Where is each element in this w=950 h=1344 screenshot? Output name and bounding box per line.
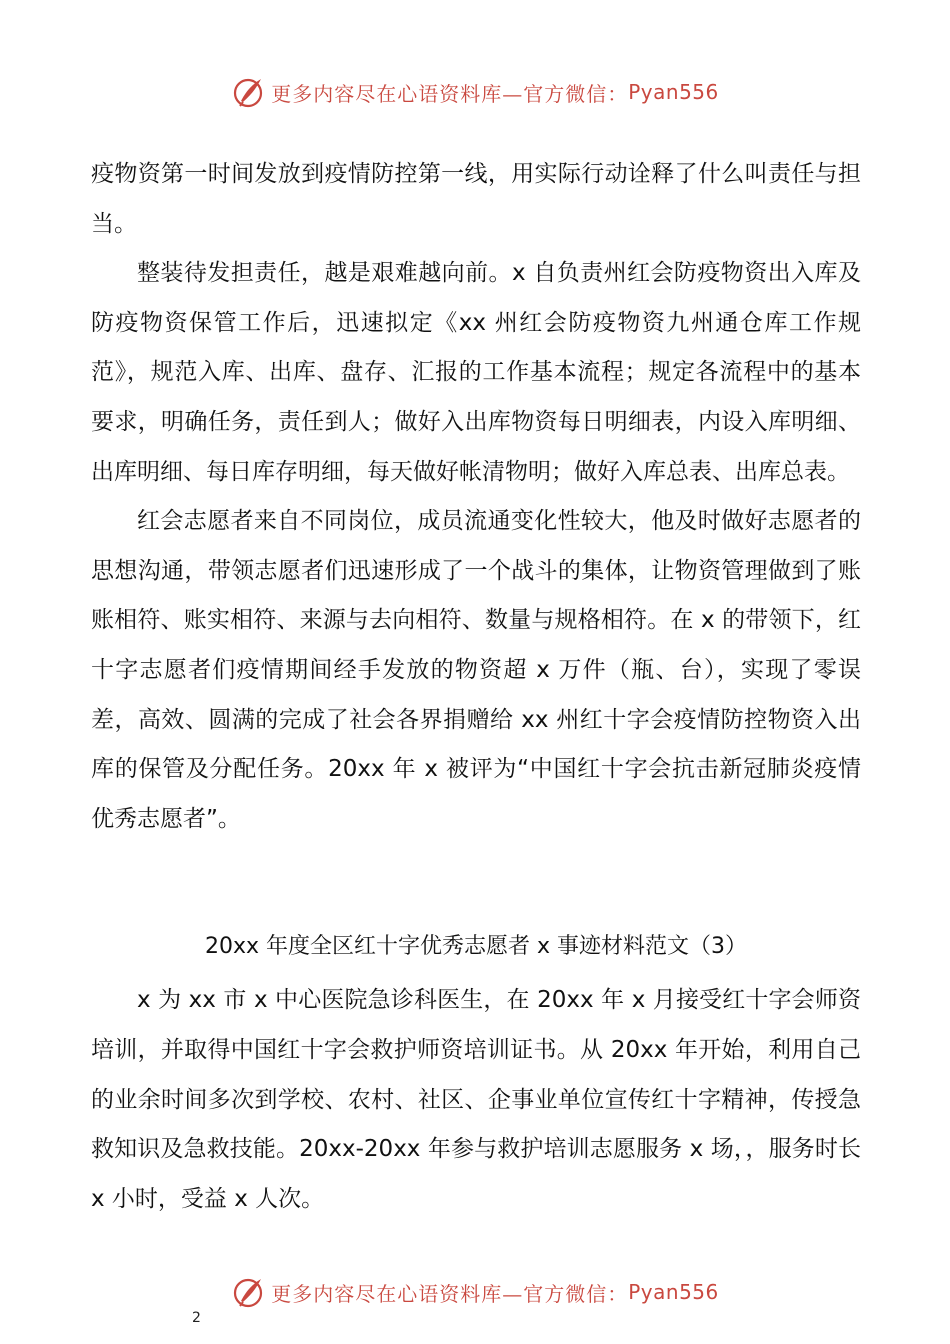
header-banner-text: 更多内容尽在心语资料库—官方微信： [271,81,629,106]
footer-banner [0,1272,950,1312]
header-banner-wechat: Pyan556 [628,80,719,104]
quill-pen-logo-icon [231,75,265,109]
section-heading: 20xx 年度全区红十字优秀志愿者 x 事迹材料范文（3） [204,934,748,960]
body-paragraph-1: 疫物资第一时间发放到疫情防控第一线，用实际行动诠释了什么叫责任与担当。 [91,161,861,237]
document-body [91,150,861,1224]
footer-banner-text: 更多内容尽在心语资料库—官方微信： [271,1281,629,1306]
footer-banner-wechat: Pyan556 [628,1280,719,1304]
header-banner [0,72,950,112]
body-paragraph-4: x 为 xx 市 x 中心医院急诊科医生，在 20xx 年 x 月接受红十字会师资培训，并取得中国红十字会救护师资培训证书。从 20xx 年开始，利用自己的业余时间多次到学校、农村、社区、企事业单位宣传红十字精神，传授急救知识及急救技能。20xx-20xx 年参与救护培训志愿服务 x 场，，服务时长 x 小时，受益 x 人次。 [91,987,861,1212]
body-paragraph-3: 红会志愿者来自不同岗位，成员流通变化性较大，他及时做好志愿者的思想沟通，带领志愿者们迅速形成了一个战斗的集体，让物资管理做到了账账相符、账实相符、来源与去向相符、数量与规格相符。在 x 的带领下，红十字志愿者们疫情期间经手发放的物资超 x 万件（瓶、台），实现了零误差，高效、圆满的完成了社会各界捐赠给 xx 州红十字会疫情防控物资入出库的保管及分配任务。20xx 年 x 被评为“中国红十字会抗击新冠肺炎疫情优秀志愿者”。 [91,508,861,832]
quill-pen-logo-icon [231,1275,265,1309]
page-number: 2 [192,1310,201,1326]
body-paragraph-2: 整装待发担责任，越是艰难越向前。x 自负责州红会防疫物资出入库及防疫物资保管工作后，迅速拟定《xx 州红会防疫物资九州通仓库工作规范》，规范入库、出库、盘存、汇报的工作基本流程；规定各流程中的基本要求，明确任务，责任到人；做好入出库物资每日明细表，内设入库明细、出库明细、每日库存明细，每天做好帐清物明；做好入库总表、出库总表。 [91,260,861,485]
